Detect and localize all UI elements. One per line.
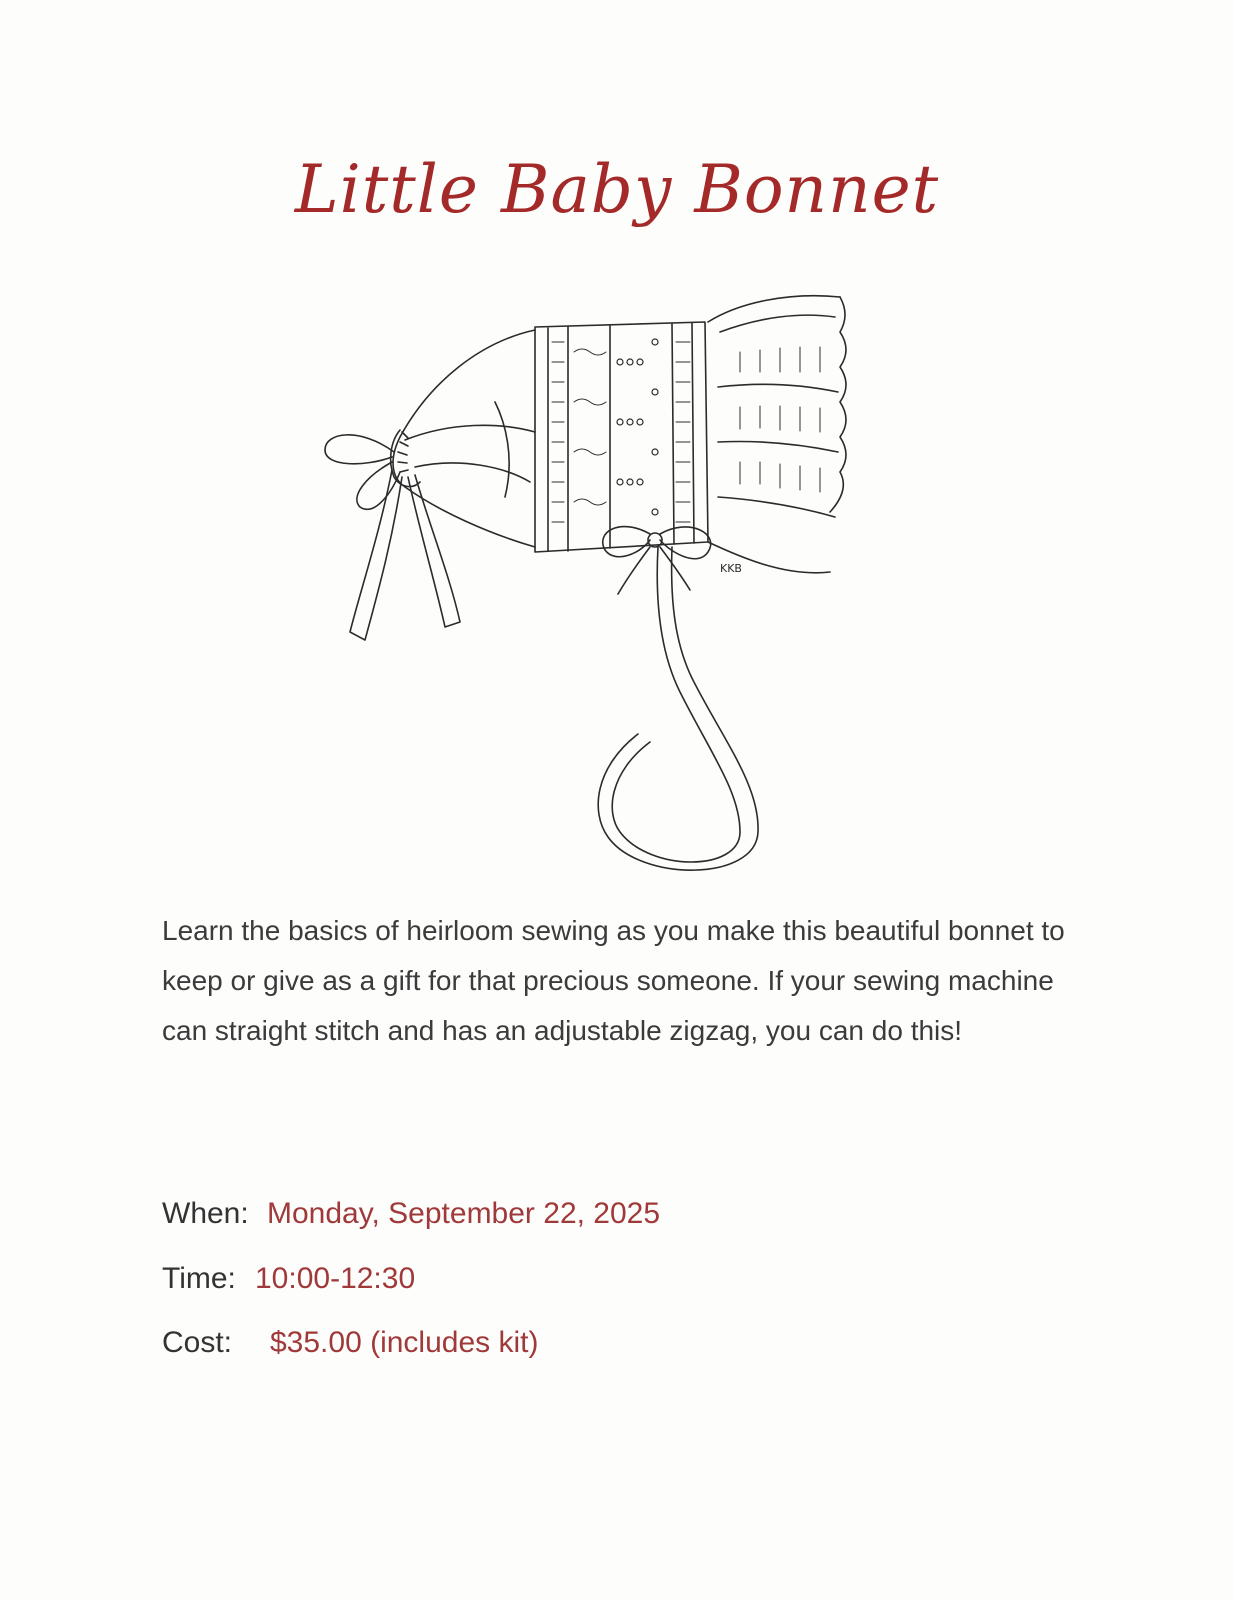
page-title: Little Baby Bonnet <box>294 151 940 228</box>
time-label: Time: <box>162 1262 236 1295</box>
description: Learn the basics of heirloom sewing as you make this beautiful bonnet to keep or give as a gift for that precious someone. If your sewing machine can straight stitch and has an adjustable zigzag, you can do this! <box>162 915 1065 1046</box>
time-row <box>162 1259 415 1299</box>
when-value: Monday, September 22, 2025 <box>267 1197 661 1230</box>
when-label: When: <box>162 1197 249 1230</box>
artist-initials: KKB <box>720 562 742 575</box>
cost-row <box>162 1323 538 1363</box>
cost-label: Cost: <box>162 1326 233 1359</box>
when-row <box>162 1194 660 1234</box>
time-value: 10:00-12:30 <box>255 1262 416 1295</box>
cost-value: $35.00 (includes kit) <box>270 1326 539 1359</box>
bonnet-illustration <box>320 272 880 882</box>
